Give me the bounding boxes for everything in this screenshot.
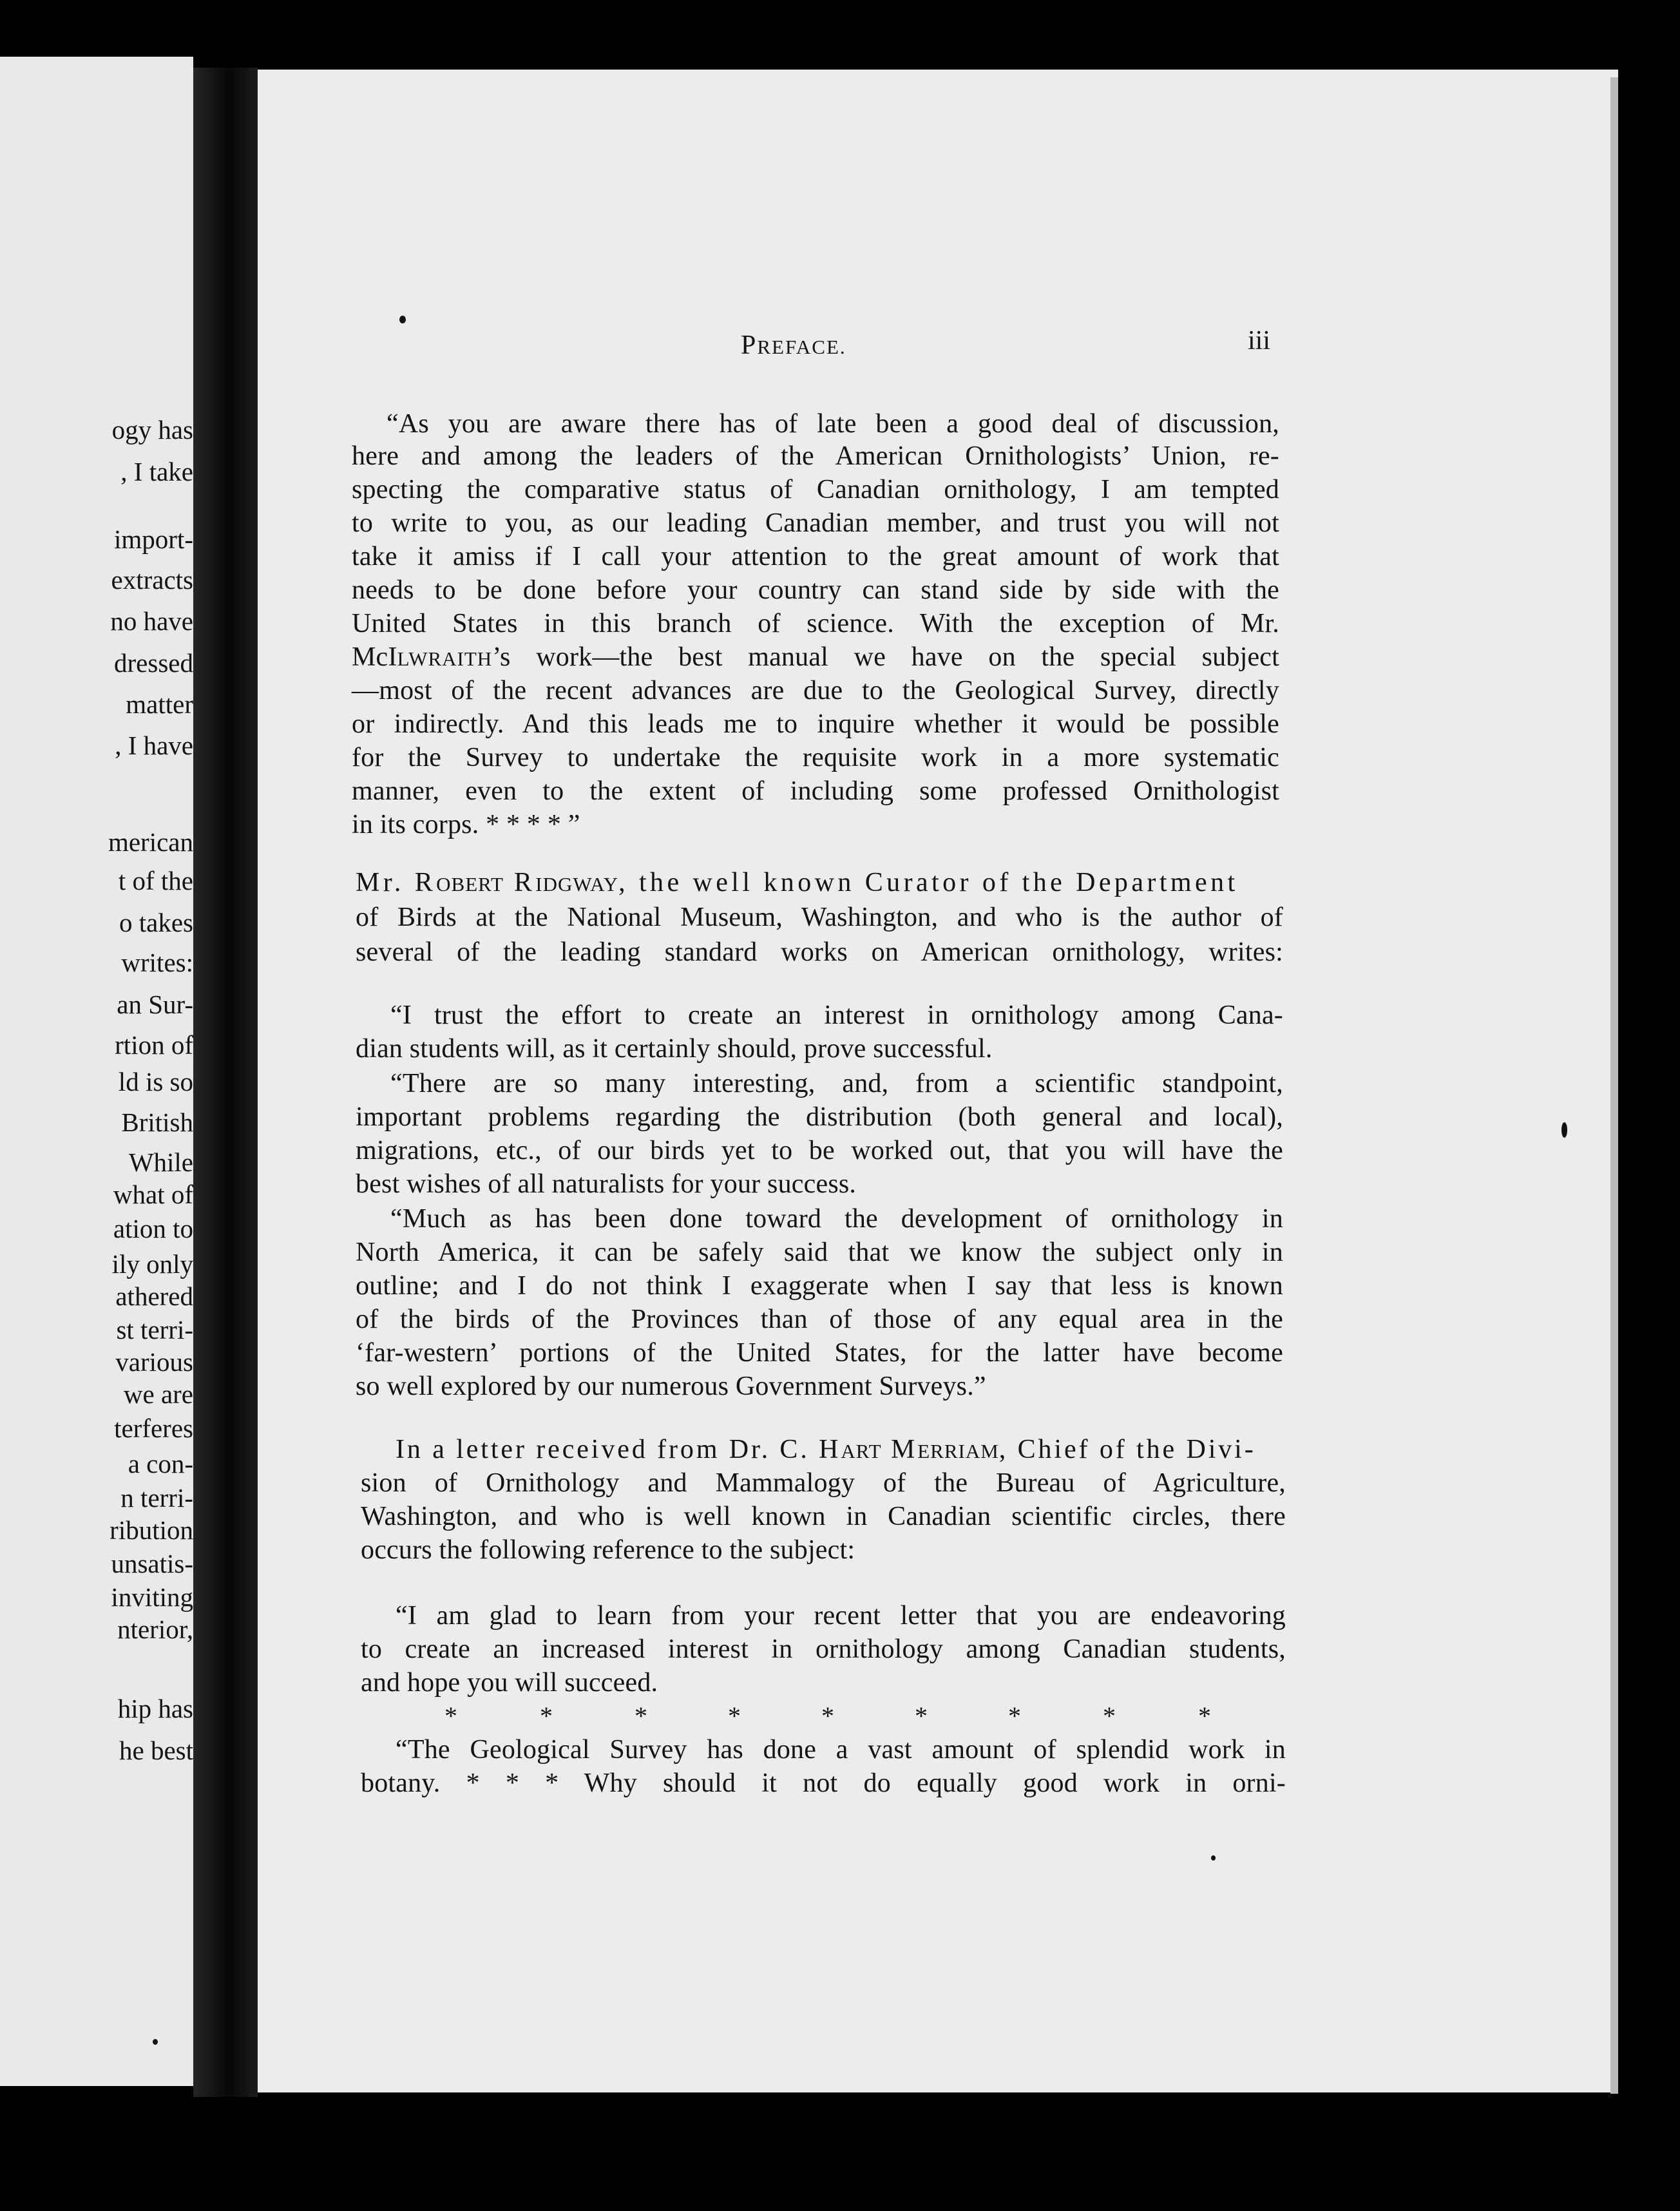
print-speck xyxy=(1211,1855,1216,1861)
left-page-line: inviting xyxy=(111,1582,193,1612)
left-page-line: t of the xyxy=(118,866,193,895)
left-page-line: unsatis- xyxy=(111,1549,193,1578)
body-line-segment: In a letter received from Dr. C. H xyxy=(396,1435,841,1464)
body-line: outline; and I do not think I exaggerate when I say that less is known xyxy=(356,1271,1283,1301)
body-line-segment: ERRIAM xyxy=(917,1440,999,1462)
body-line-segment: Mr. R xyxy=(356,868,437,897)
left-page-line: While xyxy=(128,1147,193,1177)
left-page-line: , I take xyxy=(120,457,193,486)
left-page-line: we are xyxy=(123,1379,193,1409)
running-head-rest: REFACE. xyxy=(757,336,846,358)
body-line-segment: cI xyxy=(376,642,397,672)
body-line-segment: , the well known Curator of the Department xyxy=(618,868,1239,897)
body-line: of Birds at the National Museum, Washington, and who is the author of xyxy=(356,903,1283,932)
body-line-segment: IDGWAY xyxy=(535,873,619,895)
body-line: “I trust the effort to create an interest in ornithology among Cana- xyxy=(390,1000,1283,1030)
print-speck xyxy=(1561,1122,1567,1138)
left-page-line: , I have xyxy=(115,731,193,760)
page-number: iii xyxy=(1248,326,1271,356)
body-line-segment: ’s work—the best manual we have on the special subject xyxy=(492,642,1279,672)
left-page-line: no have xyxy=(110,606,193,636)
body-line: here and among the leaders of the American Ornithologists’ Union, re- xyxy=(352,441,1279,471)
left-page-line: import- xyxy=(114,524,193,554)
body-line-segment: M xyxy=(881,1435,918,1464)
body-line: for the Survey to undertake the requisite work in a more systematic xyxy=(352,743,1279,772)
left-page-line: st terri- xyxy=(116,1315,193,1345)
left-page-line: ily only xyxy=(111,1249,193,1279)
body-line: ‘far-western’ portions of the United States, for the latter have become xyxy=(356,1338,1283,1368)
body-line: sion of Ornithology and Mammalogy of the Bureau of Agriculture, xyxy=(361,1468,1286,1498)
body-line: best wishes of all naturalists for your success. xyxy=(356,1169,857,1199)
body-line-segment: M xyxy=(352,642,376,672)
body-line: manner, even to the extent of including some professed Ornithologist xyxy=(352,776,1279,806)
left-page-line: he best xyxy=(119,1736,193,1765)
body-line: and hope you will succeed. xyxy=(361,1668,658,1698)
left-page-line: athered xyxy=(115,1281,193,1311)
body-line-segment: , Chief of the Divi- xyxy=(998,1435,1256,1464)
ellipsis-star: * xyxy=(915,1701,928,1730)
body-line: take it amiss if I call your attention to the great amount of work that xyxy=(352,542,1279,571)
left-page-line: ation to xyxy=(113,1214,193,1243)
left-page-line: hip has xyxy=(117,1694,193,1723)
body-line: needs to be done before your country can stand side by side with the xyxy=(352,575,1279,605)
left-page-line: n terri- xyxy=(120,1483,193,1513)
body-line: occurs the following reference to the subject: xyxy=(361,1535,855,1565)
left-page-line: terferes xyxy=(114,1413,193,1443)
ellipsis-star: * xyxy=(635,1701,647,1730)
body-line: in its corps. * * * * ” xyxy=(352,810,580,839)
left-page-line: rtion of xyxy=(115,1030,193,1060)
left-page-line: ribution xyxy=(110,1515,193,1545)
left-page-line: ogy has xyxy=(111,415,193,445)
running-head-initial: P xyxy=(741,330,758,360)
ellipsis-star: * xyxy=(1008,1701,1021,1730)
body-line xyxy=(396,1433,1256,1468)
left-page-line: ld is so xyxy=(118,1067,193,1096)
print-speck xyxy=(399,316,406,323)
page-edge xyxy=(1610,77,1618,2094)
body-line: so well explored by our numerous Government Surveys.” xyxy=(356,1372,986,1401)
body-line: “Much as has been done toward the development of ornithology in xyxy=(390,1204,1283,1234)
print-speck xyxy=(153,2039,158,2045)
left-page-line: extracts xyxy=(111,565,193,595)
body-line: dian students will, as it certainly should, prove successful. xyxy=(356,1034,993,1064)
book-gutter xyxy=(193,68,258,2097)
left-page-line: matter xyxy=(126,689,193,719)
ellipsis-star: * xyxy=(1103,1701,1116,1730)
left-page-line: dressed xyxy=(114,648,193,678)
body-line: specting the comparative status of Canadian ornithology, I am tempted xyxy=(352,475,1279,504)
left-page-line: merican xyxy=(108,827,193,857)
body-line xyxy=(352,640,1279,676)
left-page-line: an Sur- xyxy=(117,990,193,1019)
body-line: “As you are aware there has of late been a good deal of discussion, xyxy=(387,409,1279,439)
body-line: “The Geological Survey has done a vast amount of splendid work in xyxy=(396,1735,1286,1765)
ellipsis-star: * xyxy=(728,1701,741,1730)
left-page-line: nterior, xyxy=(117,1614,193,1644)
body-line: Washington, and who is well known in Canadian scientific circles, there xyxy=(361,1502,1286,1531)
left-page-line: British xyxy=(121,1107,193,1137)
left-page-line: what of xyxy=(113,1180,193,1209)
body-line: botany. * * * Why should it not do equally good work in orni- xyxy=(361,1768,1286,1798)
running-head xyxy=(741,330,846,361)
body-line-segment: R xyxy=(503,868,536,897)
left-page-line: writes: xyxy=(121,948,193,977)
body-line: North America, it can be safely said that we know the subject only in xyxy=(356,1238,1283,1267)
body-line-segment: ART xyxy=(841,1440,882,1462)
body-line: important problems regarding the distribution (both general and local), xyxy=(356,1102,1283,1132)
body-line: United States in this branch of science. With the exception of Mr. xyxy=(352,609,1279,638)
ellipsis-star: * xyxy=(444,1701,457,1730)
body-line-segment: OBERT xyxy=(436,873,504,895)
body-line: migrations, etc., of our birds yet to be worked out, that you will have the xyxy=(356,1136,1283,1165)
left-page-line: a con- xyxy=(128,1449,193,1479)
ellipsis-star: * xyxy=(540,1701,553,1730)
body-line: several of the leading standard works on American ornithology, writes: xyxy=(356,937,1283,967)
left-page xyxy=(0,57,193,2086)
body-line: to create an increased interest in ornithology among Canadian students, xyxy=(361,1634,1286,1664)
left-page-line: o takes xyxy=(119,908,193,937)
body-line xyxy=(356,866,1239,901)
body-line: or indirectly. And this leads me to inquire whether it would be possible xyxy=(352,709,1279,739)
ellipsis-star: * xyxy=(821,1701,834,1730)
body-line: of the birds of the Provinces than of those of any equal area in the xyxy=(356,1305,1283,1334)
body-line: —most of the recent advances are due to the Geological Survey, directly xyxy=(352,676,1279,705)
body-line: to write to you, as our leading Canadian member, and trust you will not xyxy=(352,508,1279,538)
body-line-segment: LWRAITH xyxy=(397,647,493,670)
ellipsis-star: * xyxy=(1198,1701,1211,1730)
body-line: “I am glad to learn from your recent letter that you are endeavoring xyxy=(396,1601,1286,1631)
left-page-line: various xyxy=(115,1347,193,1377)
body-line: “There are so many interesting, and, from a scientific standpoint, xyxy=(390,1069,1283,1098)
